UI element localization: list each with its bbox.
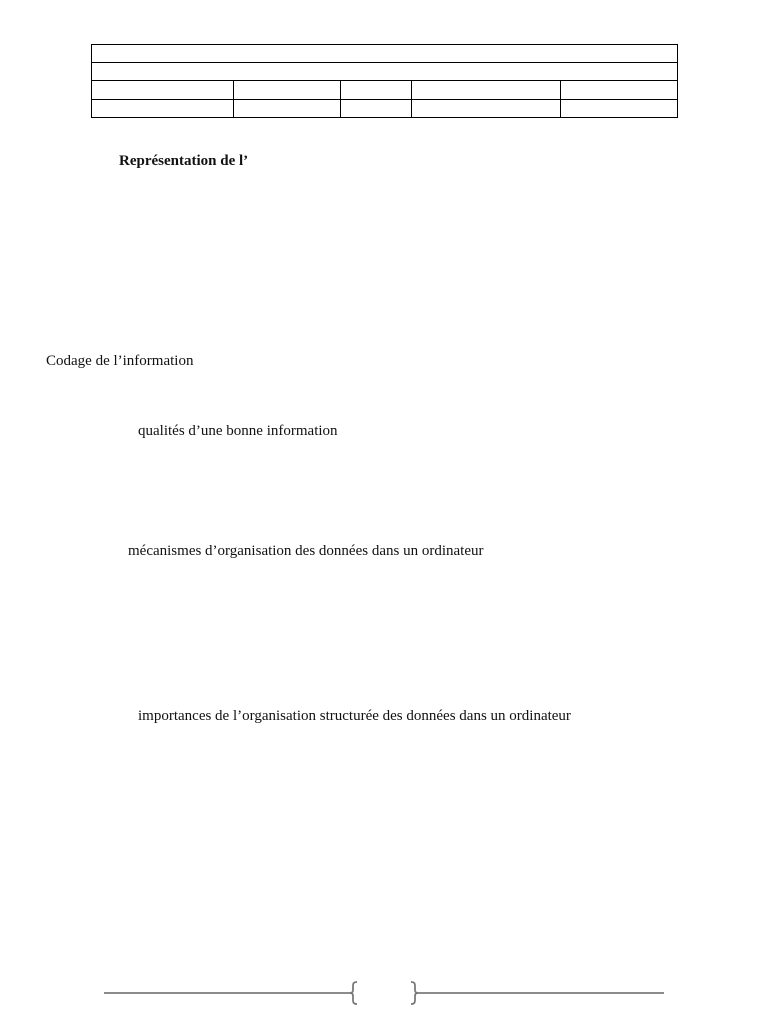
left-brace-icon [349,981,359,1005]
header-table-cell [92,100,234,118]
header-table-cell [92,63,678,81]
header-table-cell [234,81,341,100]
mecanismes-item: mécanismes d’organisation des données dans un ordinateur [128,543,484,559]
codage-heading: Codage de l’information [46,353,194,369]
header-table-row-2 [92,63,678,81]
header-table-cell [341,100,412,118]
header-table-cell [412,81,561,100]
header-table-cell [341,81,412,100]
header-table-cell [561,100,678,118]
header-table-row-3 [92,81,678,100]
header-table-cell [234,100,341,118]
qualites-item: qualités d’une bonne information [138,423,338,439]
footer-rule-left [104,992,351,994]
header-table [91,44,678,118]
header-table-row-4 [92,100,678,118]
header-table-cell [561,81,678,100]
header-table-row-1 [92,45,678,63]
representation-heading: Représentation de l’ [119,153,249,169]
header-table-cell [92,81,234,100]
header-table-cell [92,45,678,63]
footer-rule-right [417,992,664,994]
importances-item: importances de l’organisation structurée des données dans un ordinateur [138,708,571,724]
right-brace-icon [409,981,419,1005]
header-table-cell [412,100,561,118]
